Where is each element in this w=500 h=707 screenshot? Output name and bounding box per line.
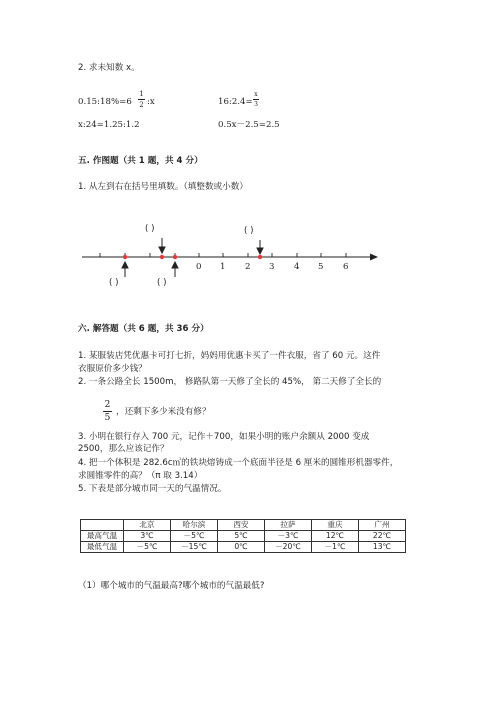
table-header-cell: 拉萨 [265,520,312,531]
fraction-numerator: 2 [104,400,111,410]
table-cell: －20℃ [265,542,312,553]
table-corner-cell [81,520,124,531]
equation-4: 0.5x－2.5=2.5 [218,120,280,130]
down-arrow-1-head [159,247,165,253]
table-cell: 22℃ [359,531,406,542]
question-4-line-2: 求圆锥零件的高？（π 取 3.14） [78,471,203,481]
equation-1-left: 0.15:18%=6 [78,97,132,107]
question-1-line-1: 1. 某服装店凭优惠卡可打七折，妈妈用优惠卡买了一件衣服，省了 60 元。这件 [78,351,381,361]
tick-label-2: 2 [245,262,251,272]
number-line-ticks [100,253,346,257]
point-marker-1 [123,255,127,259]
table-row [81,542,406,553]
question-2-line-2: ，还剩下多少米没有修？ [116,407,211,417]
table-cell: 0℃ [218,542,265,553]
table-header-cell: 广州 [359,520,406,531]
sub-question-1: （1）哪个城市的气温最高?哪个城市的气温最低? [78,581,265,591]
table-cell: 12℃ [312,531,359,542]
question-5-line-1: 5. 下表是部分城市同一天的气温情况。 [78,484,227,494]
table-cell: 13℃ [359,542,406,553]
fraction-denominator: 5 [104,413,111,423]
tick-label-6: 6 [343,262,349,272]
up-arrow-1-head [122,262,128,268]
table-cell: －15℃ [171,542,218,553]
section-5-heading: 五. 作图题（共 1 题，共 4 分） [78,156,203,166]
question-4-line-1: 4. 把一个体积是 282.6c㎥的铁块熔铸成一个底面半径是 6 厘米的圆锥形机器零件， [78,458,399,468]
fraction-denominator: 2 [139,101,144,109]
tick-label-3: 3 [269,262,275,272]
fraction-numerator: x [254,91,258,98]
fraction-numerator: 1 [139,90,144,98]
equation-2-left: 16:2.4= [218,97,253,107]
table-row [81,531,406,542]
question-1-line-2: 衣服原价多少钱？ [78,364,147,374]
point-marker-3 [173,255,177,259]
table-cell: －3℃ [265,531,312,542]
question-2-title: 2. 求未知数 x。 [78,63,140,73]
table-cell: －5℃ [124,542,171,553]
table-cell: －1℃ [312,542,359,553]
tick-label-0: 0 [196,262,202,272]
tick-label-5: 5 [318,262,324,272]
equation-1-right: :x [147,97,155,107]
point-marker-2 [160,255,164,259]
table-header-row [81,520,406,531]
table-cell: 5℃ [218,531,265,542]
answer-paren-bottom-1: ( ) [109,278,119,288]
number-line-arrow [370,254,378,261]
section-5-question-1: 1. 从左到右在括号里填数。（填整数或小数） [78,182,248,192]
temperature-table [80,519,406,553]
tick-label-1: 1 [220,262,226,272]
point-marker-4 [258,255,262,259]
answer-paren-top-1: ( ) [145,224,155,234]
fraction-denominator: 3 [254,101,258,108]
answer-paren-top-2: ( ) [244,226,254,236]
tick-label-4: 4 [294,262,300,272]
question-2-fraction [103,400,112,423]
table-header-cell: 北京 [124,520,171,531]
question-3-line-1: 3. 小明在银行存入 700 元，记作＋700，如果小明的账户余额从 2000 变成 [78,432,370,442]
table-header-cell: 哈尔滨 [171,520,218,531]
equation-3: x:24=1.25:1.2 [78,120,140,130]
table-cell: 3℃ [124,531,171,542]
question-3-line-2: 2500，那么应该记作？ [78,444,169,454]
table-header-cell: 西安 [218,520,265,531]
up-arrow-2-head [172,262,178,268]
answer-paren-bottom-2: ( ) [157,278,167,288]
section-6-heading: 六. 解答题（共 6 题，共 36 分） [78,324,209,334]
table-row-label: 最高气温 [81,531,124,542]
question-2-line-1: 2. 一条公路全长 1500m， 修路队第一天修了全长的 45%， 第二天修了全长的 [78,377,382,387]
table-header-cell: 重庆 [312,520,359,531]
down-arrow-2-head [257,248,263,254]
table-cell: －5℃ [171,531,218,542]
table-row-label: 最低气温 [81,542,124,553]
